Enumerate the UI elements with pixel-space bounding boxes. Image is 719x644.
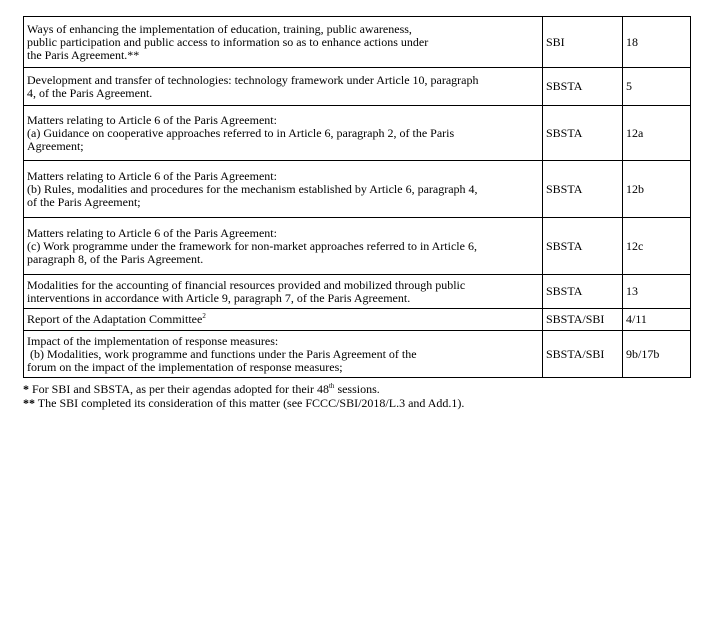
footnote (23, 396, 690, 410)
footnote-text: The SBI completed its consideration of this matter (see FCCC/SBI/2018/L.3 and Add.1). (35, 396, 465, 410)
agenda-items-table (23, 16, 691, 378)
footnote-text: For SBI and SBSTA, as per their agendas adopted for their 48 (29, 382, 329, 396)
item-description (24, 275, 543, 309)
description-text: Report of the Adaptation Committee (27, 312, 203, 326)
agenda-item-number: 18 (623, 17, 691, 68)
item-description (24, 17, 543, 68)
footnotes (23, 382, 690, 410)
description-line: 4, of the Paris Agreement. (27, 85, 153, 100)
description-line (27, 313, 539, 326)
footnote-marker: ** (23, 396, 35, 410)
item-description (24, 68, 543, 106)
item-description (24, 106, 543, 161)
description-line: (b) Rules, modalities and procedures for the mechanism established by Article 6, paragraph 4, (27, 181, 478, 196)
description-line: (a) Guidance on cooperative approaches referred to in Article 6, paragraph 2, of the Paris (27, 125, 455, 140)
description-line: Impact of the implementation of response measures: (27, 333, 279, 348)
table-row (24, 161, 691, 218)
description-line: interventions in accordance with Article 9, paragraph 7, of the Paris Agreement. (27, 290, 411, 305)
subsidiary-body: SBSTA/SBI (543, 331, 623, 378)
description-line: Agreement; (27, 138, 84, 153)
table-row (24, 275, 691, 309)
subsidiary-body: SBSTA (543, 218, 623, 275)
description-line: the Paris Agreement.** (27, 47, 140, 62)
agenda-item-number: 4/11 (623, 309, 691, 331)
subsidiary-body: SBSTA (543, 106, 623, 161)
item-description (24, 309, 543, 331)
subsidiary-body: SBI (543, 17, 623, 68)
description-line: Matters relating to Article 6 of the Paris Agreement: (27, 112, 277, 127)
subsidiary-body: SBSTA/SBI (543, 309, 623, 331)
description-line: public participation and public access to information so as to enhance actions under (27, 34, 429, 49)
item-description (24, 331, 543, 378)
agenda-item-number: 13 (623, 275, 691, 309)
item-description (24, 218, 543, 275)
description-line: (b) Modalities, work programme and functions under the Paris Agreement of the (27, 346, 417, 361)
footnote-superscript: th (328, 382, 335, 390)
table-row (24, 218, 691, 275)
footnote-marker: * (23, 382, 29, 396)
subsidiary-body: SBSTA (543, 275, 623, 309)
footnote-reference: 2 (202, 312, 206, 320)
table-row (24, 106, 691, 161)
table-row (24, 68, 691, 106)
description-line: paragraph 8, of the Paris Agreement. (27, 251, 204, 266)
subsidiary-body: SBSTA (543, 161, 623, 218)
description-line: Development and transfer of technologies: technology framework under Article 10, paragraph (27, 72, 479, 87)
table-row (24, 17, 691, 68)
table-row (24, 309, 691, 331)
agenda-item-number: 5 (623, 68, 691, 106)
description-line: of the Paris Agreement; (27, 194, 141, 209)
agenda-item-number: 12b (623, 161, 691, 218)
description-line: (c) Work programme under the framework for non-market approaches referred to in Article 6, (27, 238, 477, 253)
footnote (23, 382, 690, 396)
description-line: Modalities for the accounting of financial resources provided and mobilized through public (27, 277, 466, 292)
description-line: Matters relating to Article 6 of the Paris Agreement: (27, 168, 277, 183)
agenda-item-number: 12a (623, 106, 691, 161)
agenda-item-number: 12c (623, 218, 691, 275)
description-line: Matters relating to Article 6 of the Paris Agreement: (27, 225, 277, 240)
table-row (24, 331, 691, 378)
subsidiary-body: SBSTA (543, 68, 623, 106)
agenda-item-number: 9b/17b (623, 331, 691, 378)
item-description (24, 161, 543, 218)
description-line: forum on the impact of the implementation of response measures; (27, 359, 343, 374)
description-line: Ways of enhancing the implementation of education, training, public awareness, (27, 21, 412, 36)
footnote-text-end: sessions. (334, 382, 380, 396)
